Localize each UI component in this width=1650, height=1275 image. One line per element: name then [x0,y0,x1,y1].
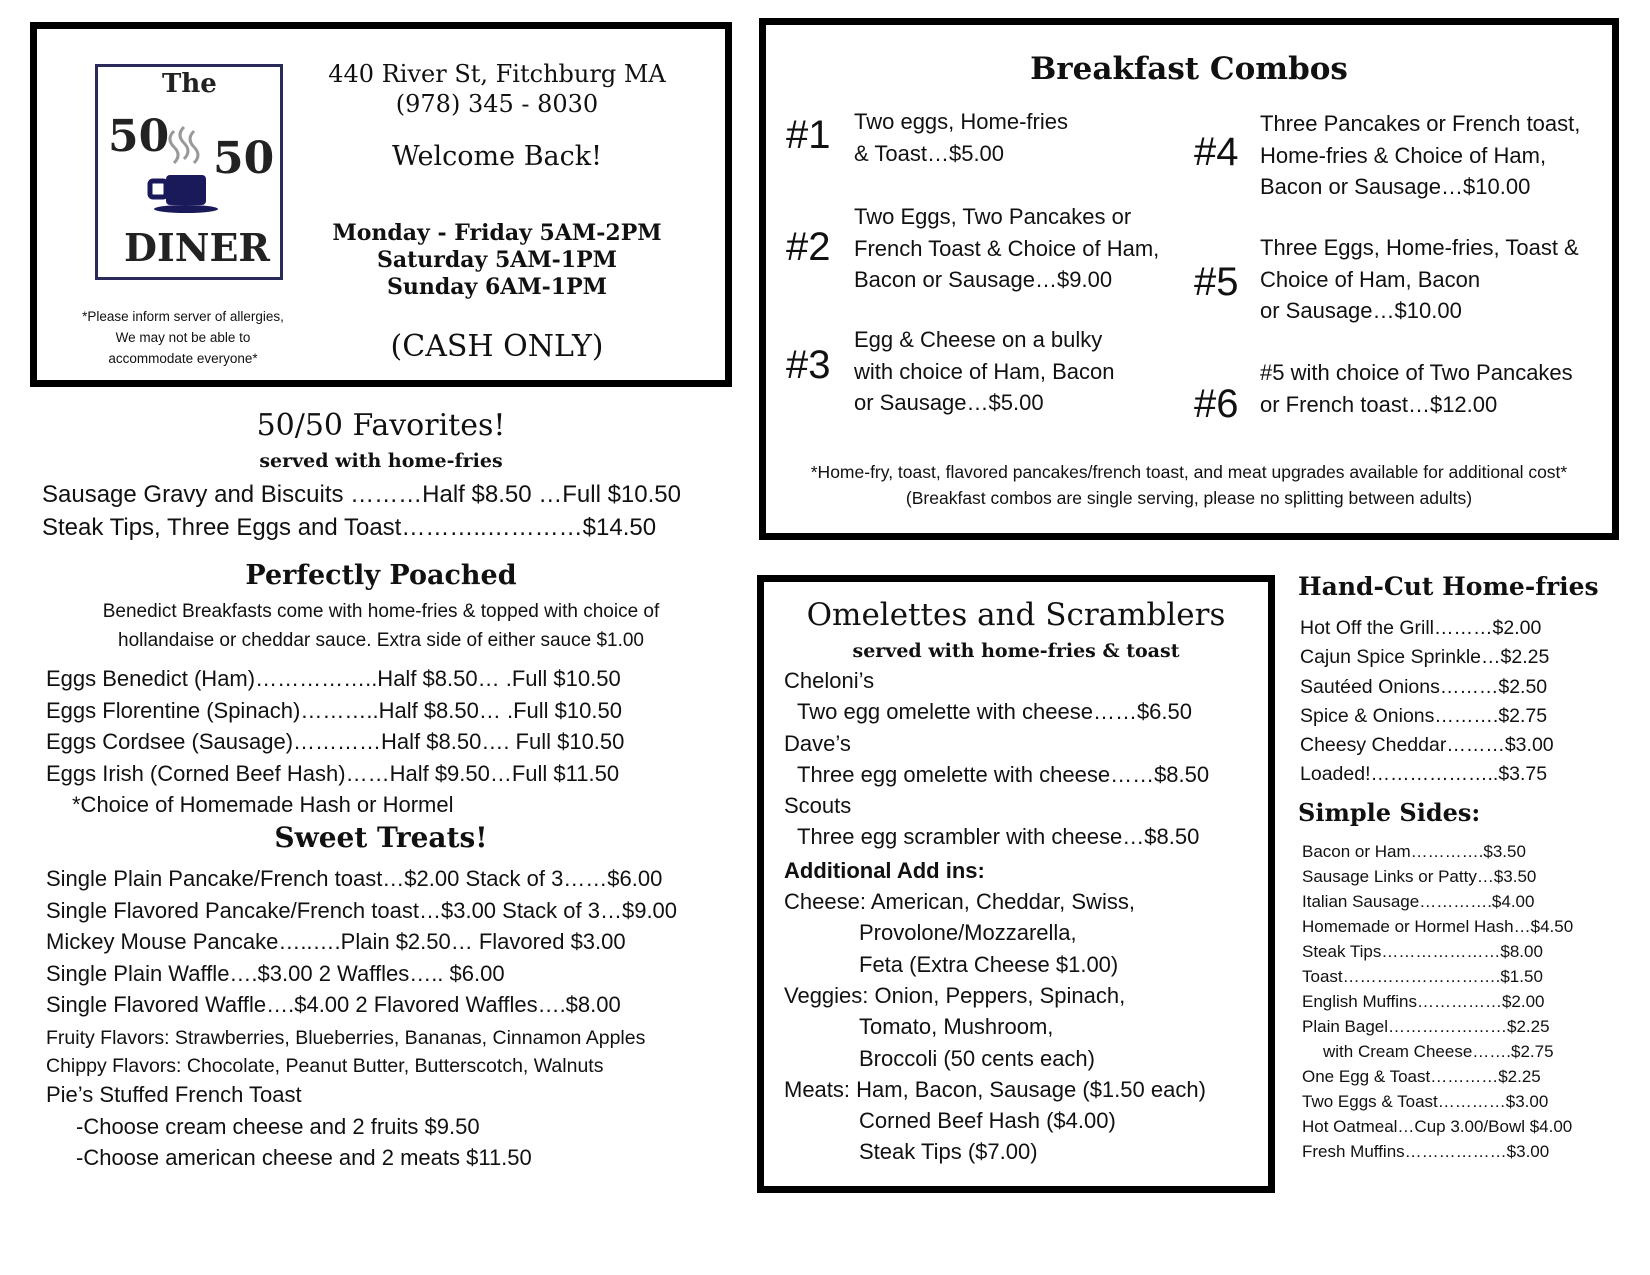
logo-the: The [162,69,217,99]
addins-title: Additional Add ins: [784,857,985,883]
list-item: Single Plain Pancake/French toast…$2.00 Stack of 3……$6.00 [46,866,663,891]
breakfast-combos-box [759,18,1619,540]
homefries-title: Hand-Cut Home-fries [1298,572,1599,601]
allergy-note: *Please inform server of allergies, We may not be able to accommodate everyone* [82,309,284,366]
list-item: Steak Tips…………………$8.00 [1302,942,1543,961]
list-item: Eggs Florentine (Spinach)………..Half $8.50… .Full $10.50 [46,697,622,723]
sides-list [1302,839,1573,1164]
list-item: Plain Bagel…………………$2.25 [1302,1017,1550,1036]
combo-2-text: Two Eggs, Two Pancakes or French Toast & Choice of Ham, Bacon or Sausage…$9.00 [854,204,1160,292]
list-item: Sausage Links or Patty…$3.50 [1302,867,1537,886]
homefries-list [1300,614,1554,790]
combo-2-number: #2 [786,225,831,269]
combo-1-number: #1 [786,113,831,157]
logo-diner: DINER [124,225,271,270]
sweet-flavors [46,1024,645,1080]
combo-1-text: Two eggs, Home-fries & Toast…$5.00 [854,109,1068,166]
list-item: Eggs Benedict (Ham)……………..Half $8.50… .Full $10.50 [46,666,621,691]
list-item: with Cream Cheese…….$2.75 [1323,1042,1554,1061]
combo-3-text: Egg & Cheese on a bulky with choice of Ham, Bacon or Sausage…$5.00 [854,327,1115,415]
omelettes-box [757,575,1275,1193]
favorites-subtitle: served with home-fries [259,450,503,472]
list-item: Hot Oatmeal…Cup 3.00/Bowl $4.00 [1302,1117,1573,1136]
chippy-flavors: Chippy Flavors: Chocolate, Peanut Butter, Butterscotch, Walnuts [46,1055,604,1077]
list-item: Single Plain Waffle….$3.00 2 Waffles….. $6.00 [46,960,505,986]
combo-6-text: #5 with choice of Two Pancakes or French toast…$12.00 [1260,360,1573,417]
coffee-cup-icon [144,123,224,215]
fruity-flavors: Fruity Flavors: Strawberries, Blueberries, Bananas, Cinnamon Apples [46,1027,646,1049]
omelettes-title: Omelettes and Scramblers [806,597,1226,633]
favorites-list [42,478,681,544]
logo-right-50: 50 [213,133,275,184]
combos-title: Breakfast Combos [1030,51,1348,87]
list-item: One Egg & Toast…………$2.25 [1302,1067,1541,1086]
header-box [30,22,732,387]
list-item: Cheesy Cheddar………$3.00 [1300,734,1554,757]
pie-stuffed-toast: Pie’s Stuffed French Toast -Choose cream cheese and 2 fruits $9.50 -Choose american cheese and 2 meats $11.50 [46,1082,532,1170]
sides-title: Simple Sides: [1298,798,1481,827]
combo-4-number: #4 [1194,130,1239,174]
list-item: Sausage Gravy and Biscuits ………Half $8.50 …Full $10.50 [42,481,681,508]
sweet-list [46,863,677,1021]
combos-notes: *Home-fry, toast, flavored pancakes/french toast, and meat upgrades available for additional cost* (Breakfast combos are single serving, please no splitting between adults) [810,462,1568,508]
list-item: Loaded!………………..$3.75 [1300,763,1548,786]
hash-note: *Choice of Homemade Hash or Hormel [72,792,454,817]
combo-3-number: #3 [786,343,831,387]
cash-only: (CASH ONLY) [390,329,604,364]
hours-block: Monday - Friday 5AM-2PM Saturday 5AM-1PM Sunday 6AM-1PM [332,220,662,300]
list-item: English Muffins……………$2.00 [1302,992,1545,1011]
address-block [327,59,667,119]
list-item: Cajun Spice Sprinkle…$2.25 [1300,646,1550,669]
phone: (978) 345 - 8030 [395,90,599,118]
combo-6-number: #6 [1194,382,1239,426]
diner-logo [95,64,283,280]
list-item: Two Eggs & Toast…………$3.00 [1302,1092,1549,1111]
list-item: Single Flavored Pancake/French toast…$3.00 Stack of 3…$9.00 [46,897,678,923]
favorites-title: 50/50 Favorites! [256,408,506,443]
welcome-text: Welcome Back! [392,141,602,172]
list-item: Homemade or Hormel Hash…$4.50 [1302,917,1574,936]
list-item: Steak Tips, Three Eggs and Toast………..…………$14.50 [42,514,657,541]
combo-5-number: #5 [1194,260,1239,304]
list-item: Eggs Irish (Corned Beef Hash)……Half $9.50…Full $11.50 [46,760,620,786]
list-item: Eggs Cordsee (Sausage)…………Half $8.50…. Full $10.50 [46,729,625,754]
omelettes-list: Cheloni’s Two egg omelette with cheese……$6.50 Dave’s Three egg omelette with cheese……$8.50 Scouts Three egg scrambler with cheese…$8.50 Additional Add ins: Cheese: American, Cheddar, Swiss, Provolone/Mozzarella, Feta (Extra Cheese $1.00) Veggies: Onion, Peppers, Spinach, Tomato, Mushroom, Broccoli (50 cents each) Meats: Ham, Bacon, Sausage ($1.50 each) Corned Beef Hash ($4.00) Steak Tips ($7.00) [784,668,1210,1165]
address: 440 River St, Fitchburg MA [328,60,666,88]
list-item: Bacon or Ham………….$3.50 [1302,842,1526,861]
list-item: Hot Off the Grill………$2.00 [1300,617,1542,639]
omelettes-subtitle: served with home-fries & toast [852,640,1180,662]
combo-5-text: Three Eggs, Home-fries, Toast & Choice of Ham, Bacon or Sausage…$10.00 [1260,235,1579,323]
poached-description: Benedict Breakfasts come with home-fries & topped with choice of hollandaise or cheddar sauce. Extra side of either sauce $1.00 [102,601,660,651]
list-item: Single Flavored Waffle….$4.00 2 Flavored Waffles….$8.00 [46,992,621,1017]
list-item: Toast……………………….$1.50 [1302,967,1543,986]
poached-title: Perfectly Poached [245,560,517,591]
logo-left-50: 50 [108,111,170,162]
poached-list [46,663,624,821]
list-item: Sautéed Onions………$2.50 [1300,675,1548,698]
combo-4-text: Three Pancakes or French toast, Home-fries & Choice of Ham, Bacon or Sausage…$10.00 [1260,111,1581,199]
sweet-title: Sweet Treats! [274,821,488,854]
list-item: Fresh Muffins………………$3.00 [1302,1142,1550,1161]
list-item: Italian Sausage………….$4.00 [1302,892,1535,911]
list-item: Mickey Mouse Pancake…..….Plain $2.50… Flavored $3.00 [46,929,626,954]
list-item: Spice & Onions……….$2.75 [1300,704,1548,727]
